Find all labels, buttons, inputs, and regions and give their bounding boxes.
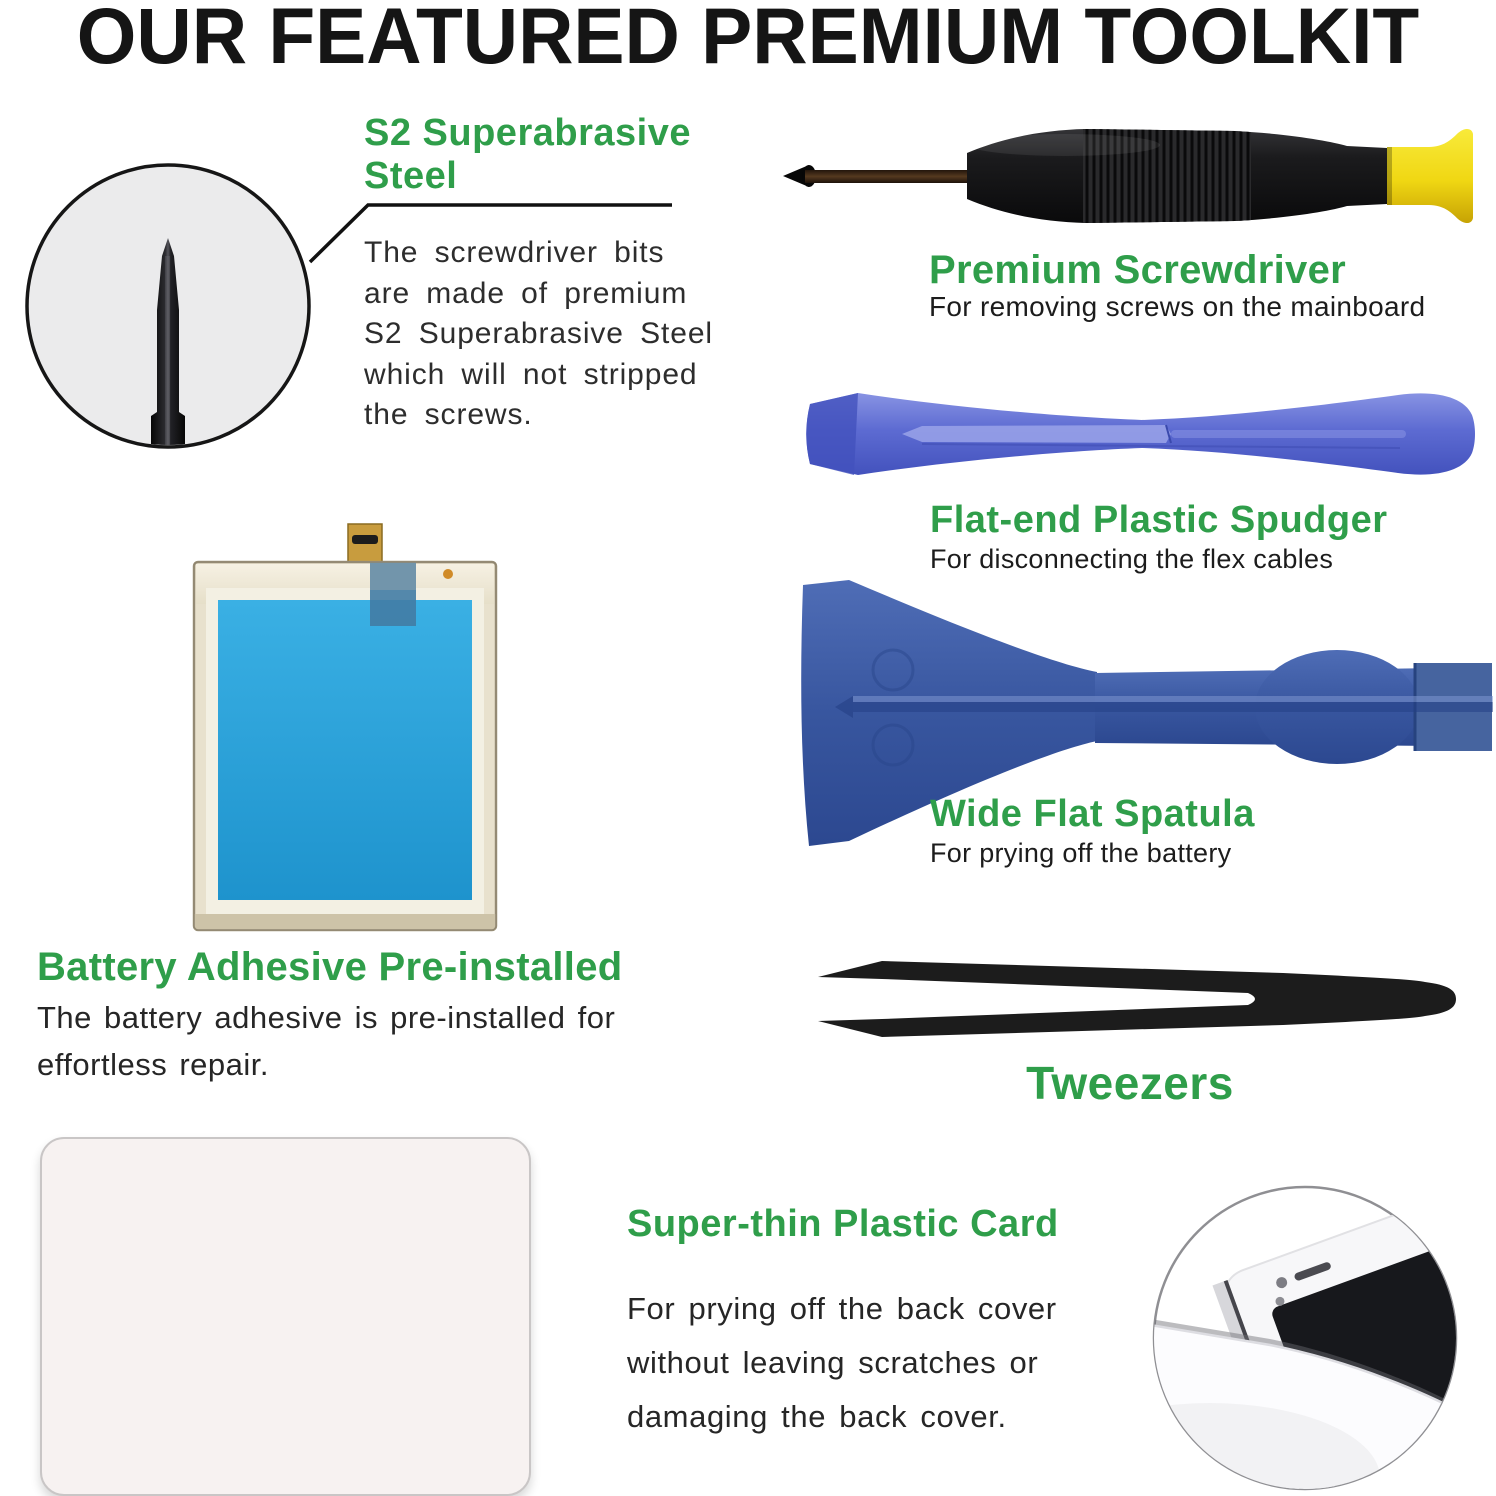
plastic-card-description: For prying off the back cover without leaving scratches or damaging the back cover. (627, 1291, 1057, 1434)
screwdriver-description: For removing screws on the mainboard (929, 291, 1426, 322)
spatula-description: For prying off the battery (930, 838, 1232, 868)
phone-corner-closeup-image (1150, 1183, 1460, 1493)
screwdriver-heading: Premium Screwdriver (929, 248, 1347, 292)
tweezers-image (800, 955, 1470, 1045)
screwdriver-image (775, 125, 1495, 250)
battery-description: The battery adhesive is pre-installed for effortless repair. (37, 1000, 616, 1082)
page-title: OUR FEATURED PREMIUM TOOLKIT (76, 0, 1420, 80)
spudger-heading: Flat-end Plastic Spudger (930, 499, 1388, 541)
battery-image (192, 522, 498, 934)
s2-steel-description: The screwdriver bits are made of premium S2 Superabrasive Steel which will not stripped the screws. (364, 236, 713, 431)
plastic-card-image (40, 1137, 531, 1496)
spudger-description: For disconnecting the flex cables (930, 544, 1334, 574)
s2-steel-heading: S2 Superabrasive Steel (364, 112, 691, 197)
screwdriver-bit-closeup-image (22, 160, 314, 452)
spatula-heading: Wide Flat Spatula (930, 793, 1255, 835)
plastic-card-heading: Super-thin Plastic Card (627, 1203, 1059, 1245)
spudger-image (800, 388, 1490, 480)
tweezers-heading: Tweezers (1026, 1057, 1234, 1109)
battery-heading: Battery Adhesive Pre-installed (37, 945, 623, 989)
